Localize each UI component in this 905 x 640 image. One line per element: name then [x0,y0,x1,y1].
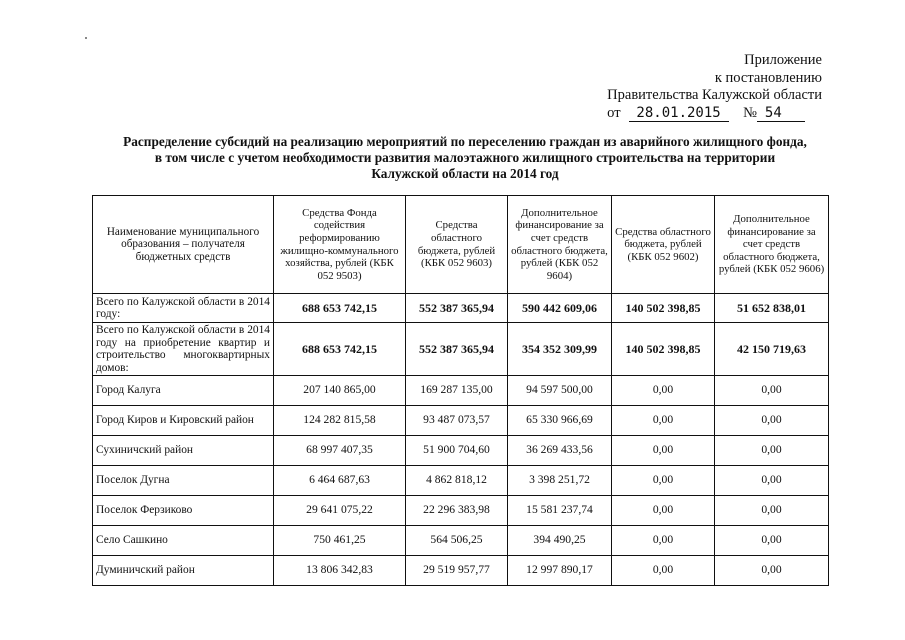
title-line-2: в том числе с учетом необходимости развития малоэтажного жилищного строительства на территории [154,150,776,165]
table-cell: 51 900 704,60 [406,436,508,466]
row-name: Город Киров и Кировский район [93,406,274,436]
resolution-number: 54 [757,106,805,122]
table-cell: 29 519 957,77 [406,556,508,586]
table-cell: 354 352 309,99 [508,323,612,376]
table-cell: 207 140 865,00 [274,376,406,406]
table-row [93,376,829,406]
from-label: от [607,104,621,121]
row-name: Поселок Ферзиково [93,496,274,526]
table-cell: 0,00 [715,466,829,496]
table-cell: 552 387 365,94 [406,294,508,323]
table-cell: 394 490,25 [508,526,612,556]
table-cell: 0,00 [612,496,715,526]
table-cell: 564 506,25 [406,526,508,556]
table-cell: 4 862 818,12 [406,466,508,496]
table-cell: 6 464 687,63 [274,466,406,496]
table-cell: 12 997 890,17 [508,556,612,586]
table-cell: 15 581 237,74 [508,496,612,526]
title-line-3: Калужской области на 2014 год [371,166,559,181]
table-cell: 0,00 [715,496,829,526]
table-cell: 140 502 398,85 [612,323,715,376]
row-name: Город Калуга [93,376,274,406]
table-cell: 94 597 500,00 [508,376,612,406]
header-regional-9602: Средства областного бюджета, рублей (КБК 052 9602) [612,196,715,294]
table-cell: 0,00 [715,406,829,436]
table-row [93,406,829,436]
scan-speck [85,37,87,39]
attachment-date-line [607,105,822,123]
table-cell: 13 806 342,83 [274,556,406,586]
table-cell: 29 641 075,22 [274,496,406,526]
table-cell: 688 653 742,15 [274,323,406,376]
header-additional-9604: Дополнительное финансирование за счет средств областного бюджета, рублей (КБК 052 9604) [508,196,612,294]
document-title [100,134,830,182]
row-name: Всего по Калужской области в 2014 году: [93,294,274,323]
total-housing-row [93,323,829,376]
table-header-row [93,196,829,294]
table-cell: 0,00 [612,376,715,406]
table-row [93,436,829,466]
table-cell: 0,00 [715,526,829,556]
table-cell: 0,00 [612,406,715,436]
header-regional-9603: Средства областного бюджета, рублей (КБК 052 9603) [406,196,508,294]
row-name: Сухиничский район [93,436,274,466]
header-fund: Средства Фонда содействия реформированию жилищно-коммунального хозяйства, рублей (КБК 052 9503) [274,196,406,294]
row-name: Село Сашкино [93,526,274,556]
header-additional-9606: Дополнительное финансирование за счет средств областного бюджета, рублей (КБК 052 9606) [715,196,829,294]
table-cell: 51 652 838,01 [715,294,829,323]
table-cell: 140 502 398,85 [612,294,715,323]
table-row [93,526,829,556]
table-row [93,496,829,526]
table-cell: 0,00 [612,526,715,556]
table-cell: 0,00 [715,376,829,406]
table-row [93,466,829,496]
table-cell: 93 487 073,57 [406,406,508,436]
table-cell: 22 296 383,98 [406,496,508,526]
attachment-line-2: к постановлению [714,69,822,86]
title-line-1: Распределение субсидий на реализацию мероприятий по переселению граждан из аварийного жилищного фонда, [123,134,807,149]
table-cell: 0,00 [612,556,715,586]
table-cell: 42 150 719,63 [715,323,829,376]
row-name: Всего по Калужской области в 2014 году на приобретение квартир и строительство многоквартирных домов: [93,323,274,376]
table-cell: 169 287 135,00 [406,376,508,406]
resolution-date: 28.01.2015 [629,106,729,122]
number-label: № [743,104,757,121]
attachment-line-1: Приложение [744,52,822,68]
header-municipality: Наименование муниципального образования – получателя бюджетных средств [93,196,274,294]
table-cell: 0,00 [715,556,829,586]
table-row [93,556,829,586]
row-name: Поселок Дугна [93,466,274,496]
table-cell: 36 269 433,56 [508,436,612,466]
row-name: Думиничский район [93,556,274,586]
table-cell: 0,00 [612,466,715,496]
subsidy-table [92,195,829,586]
table-cell: 124 282 815,58 [274,406,406,436]
attachment-header [607,52,822,122]
table-cell: 65 330 966,69 [508,406,612,436]
attachment-line-3: Правительства Калужской области [607,87,822,103]
table-cell: 750 461,25 [274,526,406,556]
table-cell: 3 398 251,72 [508,466,612,496]
table-cell: 688 653 742,15 [274,294,406,323]
total-row [93,294,829,323]
table-cell: 0,00 [612,436,715,466]
table-cell: 68 997 407,35 [274,436,406,466]
table-cell: 590 442 609,06 [508,294,612,323]
table-cell: 552 387 365,94 [406,323,508,376]
table-cell: 0,00 [715,436,829,466]
